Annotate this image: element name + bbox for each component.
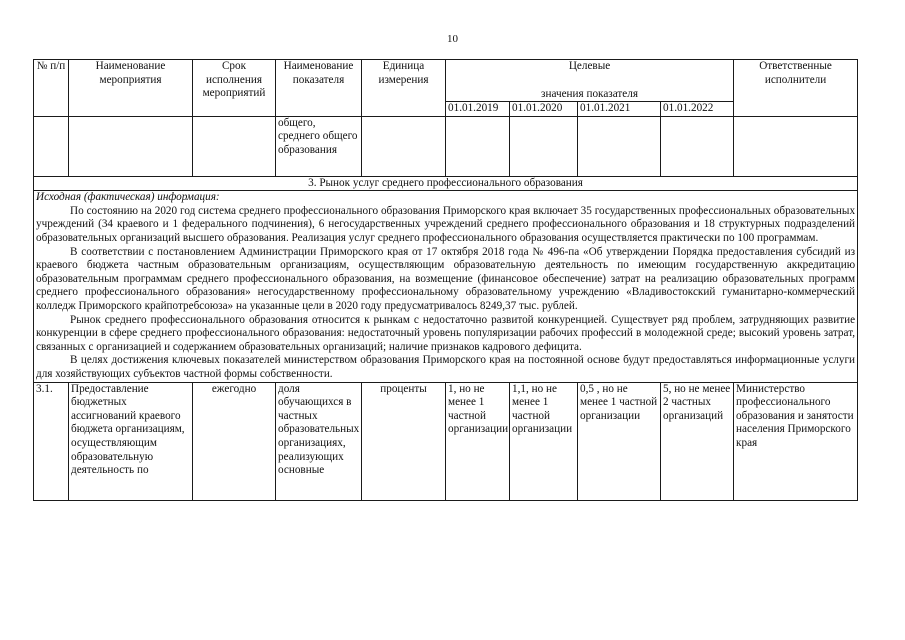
cell-empty xyxy=(446,116,510,176)
info-lead: Исходная (фактическая) информация: xyxy=(36,191,220,204)
cell-empty xyxy=(193,116,276,176)
program-table xyxy=(33,59,858,501)
table-row-3-1 xyxy=(34,382,858,500)
header-term: Срок исполнения мероприятий xyxy=(193,60,276,117)
row-3-1-value-2022: 5, но не менее 2 частных организаций xyxy=(661,382,734,500)
info-block xyxy=(34,191,858,382)
header-indicator: Наименование показателя xyxy=(276,60,362,117)
header-targets-line2: значения показателя xyxy=(446,88,734,102)
row-3-1-term: ежегодно xyxy=(193,382,276,500)
cell-empty xyxy=(69,116,193,176)
header-responsible: Ответственные исполнители xyxy=(734,60,858,117)
row-3-1-value-2020: 1,1, но не менее 1 частной организации xyxy=(510,382,578,500)
section-title: 3. Рынок услуг среднего профессионального образования xyxy=(34,176,858,191)
row-3-1-num: 3.1. xyxy=(34,382,69,500)
row-3-1-responsible: Министерство профессионального образования и занятости населения Приморского края xyxy=(734,382,858,500)
row-3-1-name: Предоставление бюджетных ассигнований краевого бюджета организациям, осуществляющим образовательную деятельность по xyxy=(69,382,193,500)
header-unit: Единица измерения xyxy=(362,60,446,117)
row-3-1-value-2021: 0,5 , но не менее 1 частной организации xyxy=(578,382,661,500)
header-targets-line1: Целевые xyxy=(446,60,734,88)
header-name: Наименование мероприятия xyxy=(69,60,193,117)
info-paragraph: В целях достижения ключевых показателей министерством образования Приморского края на постоянной основе будут предоставляться информационные услуги для хозяйствующих субъектов частной формы собственности. xyxy=(36,354,856,380)
section-row xyxy=(34,176,858,191)
page-number: 10 xyxy=(447,33,458,45)
row-3-1-indicator: доля обучающихся в частных образовательных организациях, реализующих основные xyxy=(276,382,362,500)
header-year-2021: 01.01.2021 xyxy=(578,102,661,117)
header-year-2022: 01.01.2022 xyxy=(661,102,734,117)
cell-empty xyxy=(578,116,661,176)
header-year-2019: 01.01.2019 xyxy=(446,102,510,117)
info-paragraph: В соответствии с постановлением Администрации Приморского края от 17 октября 2018 года № 496-па «Об утверждении Порядка предоставления субсидий из краевого бюджета частным образовательным организациям, осуществляющим образовательную деятельность по имеющим государственную аккредитацию образовательным программам среднего профессионального образования, на возмещение (финансовое обеспечение) затрат на реализацию образовательных программ среднего профессионального образования» негосударственному профессиональному образовательному учреждению «Владивостокский гуманитарно-коммерческий колледж Приморского крайпотребсоюза» на указанные цели в 2020 году предусматривалось 8249,37 тыс. рублей. xyxy=(36,245,856,313)
info-paragraph: Рынок среднего профессионального образования относится к рынкам с недостаточно развитой конкуренцией. Существует ряд проблем, затрудняющих развитие конкуренции в сфере среднего профессионального образования: недостаточный уровень популяризации рабочих профессий в молодежной среде; высокий уровень затрат, связанных с организацией и содержанием образовательных организаций; наличие признаков кадрового дефицита. xyxy=(36,313,856,353)
row-3-1-unit: проценты xyxy=(362,382,446,500)
cell-empty xyxy=(34,116,69,176)
cell-empty xyxy=(661,116,734,176)
header-row xyxy=(34,60,858,88)
cell-continued-indicator: общего, среднего общего образования xyxy=(276,116,362,176)
info-paragraph: По состоянию на 2020 год система среднего профессионального образования Приморского края включает 35 государственных профессиональных образовательных учреждений (34 краевого и 1 федерального подчинения), 6 негосударственных учреждений среднего профессионального образования и 18 структурных подразделений образовательных организаций высшего образования. Реализация услуг среднего профессионального образования осуществляется практически по 100 программам. xyxy=(36,204,856,245)
continuation-row xyxy=(34,116,858,176)
header-num: № п/п xyxy=(34,60,69,117)
cell-empty xyxy=(510,116,578,176)
cell-empty xyxy=(362,116,446,176)
info-row xyxy=(34,191,858,382)
header-year-2020: 01.01.2020 xyxy=(510,102,578,117)
row-3-1-value-2019: 1, но не менее 1 частной организации xyxy=(446,382,510,500)
cell-empty xyxy=(734,116,858,176)
